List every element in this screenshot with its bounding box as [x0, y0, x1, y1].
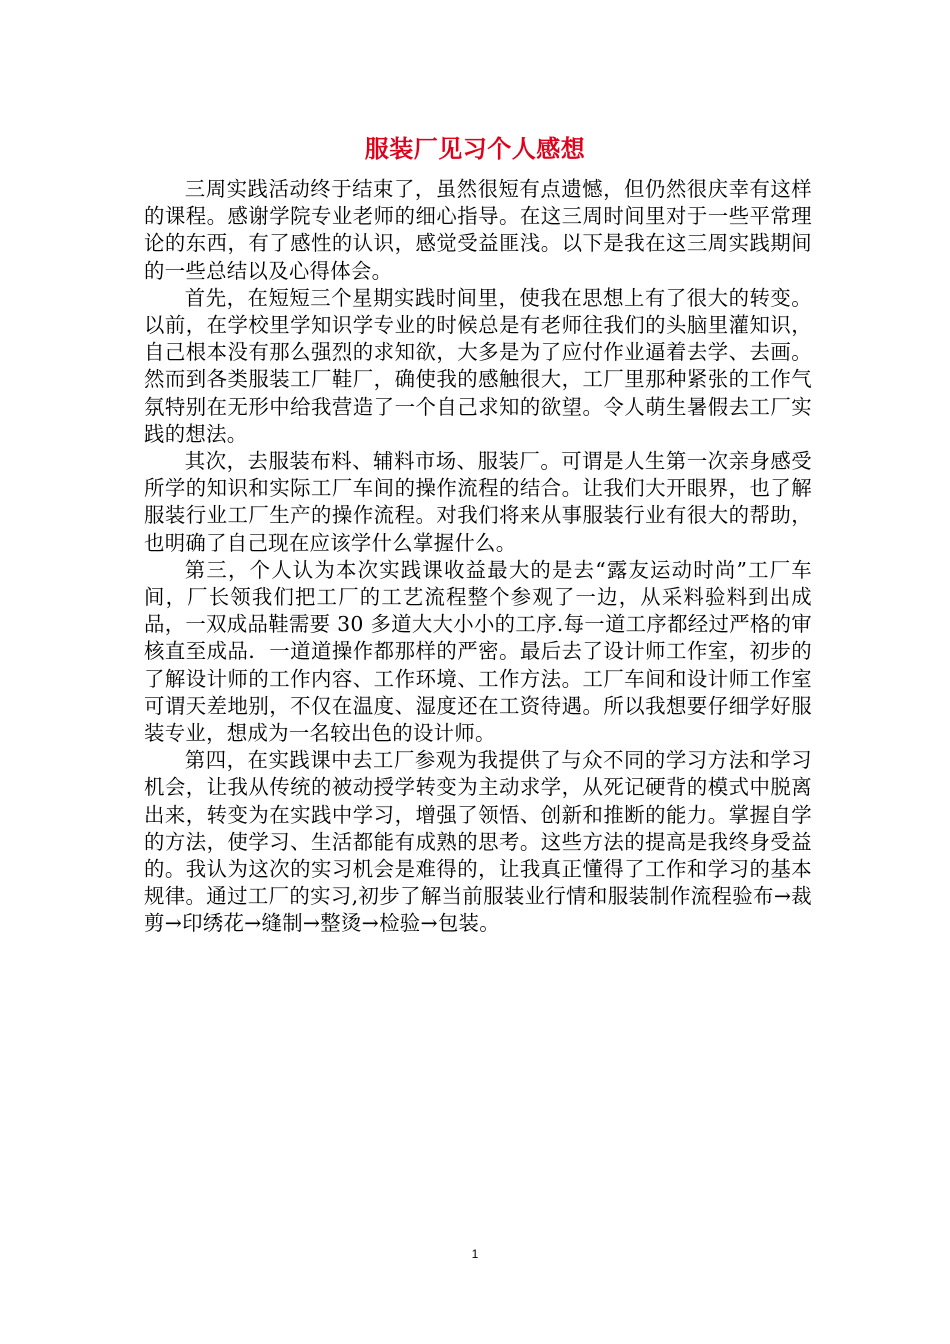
paragraph-second: 其次，去服装布料、辅料市场、服装厂。可谓是人生第一次亲身感受所学的知识和实际工厂车间的操作流程的结合。让我们大开眼界，也了解服装行业工厂生产的操作流程。对我们将来从事服装行业有很大的帮助，也明确了自己现在应该学什么掌握什么。 [144, 449, 812, 555]
paragraph-intro: 三周实践活动终于结束了，虽然很短有点遗憾，但仍然很庆幸有这样的课程。感谢学院专业老师的细心指导。在这三周时间里对于一些平常理论的东西，有了感性的认识，感觉受益匪浅。以下是我在这三周实践期间的一些总结以及心得体会。 [144, 177, 812, 283]
paragraph-third: 第三，个人认为本次实践课收益最大的是去“露友运动时尚”工厂车间，厂长领我们把工厂的工艺流程整个参观了一边，从采料验料到出成品，一双成品鞋需要 30 多道大大小小的工序.每一道工序都经过严格的审核直至成品．一道道操作都那样的严密。最后去了设计师工作室，初步的了解设计师的工作内容、工作环境、工作方法。工厂车间和设计师工作室可谓天差地别，不仅在温度、湿度还在工资待遇。所以我想要仔细学好服装专业，想成为一名较出色的设计师。 [144, 557, 812, 746]
document-body [144, 176, 812, 938]
paragraph-fourth: 第四，在实践课中去工厂参观为我提供了与众不同的学习方法和学习机会，让我从传统的被动授学转变为主动求学，从死记硬背的模式中脱离出来，转变为在实践中学习，增强了领悟、创新和推断的能力。掌握自学的方法，使学习、生活都能有成熟的思考。这些方法的提高是我终身受益的。我认为这次的实习机会是难得的，让我真正懂得了工作和学习的基本规律。通过工厂的实习,初步了解当前服装业行情和服装制作流程验布→裁剪→印绣花→缝制→整烫→检验→包装。 [144, 748, 812, 936]
document-title: 服装厂见习个人感想 [364, 134, 586, 163]
page-number: 1 [471, 1247, 479, 1261]
paragraph-first: 首先，在短短三个星期实践时间里，使我在思想上有了很大的转变。以前，在学校里学知识学专业的时候总是有老师往我们的头脑里灌知识，自己根本没有那么强烈的求知欲，大多是为了应付作业逼着去学、去画。然而到各类服装工厂鞋厂，确使我的感触很大，工厂里那种紧张的工作气氛特别在无形中给我营造了一个自己求知的欲望。令人萌生暑假去工厂实践的想法。 [144, 285, 812, 446]
